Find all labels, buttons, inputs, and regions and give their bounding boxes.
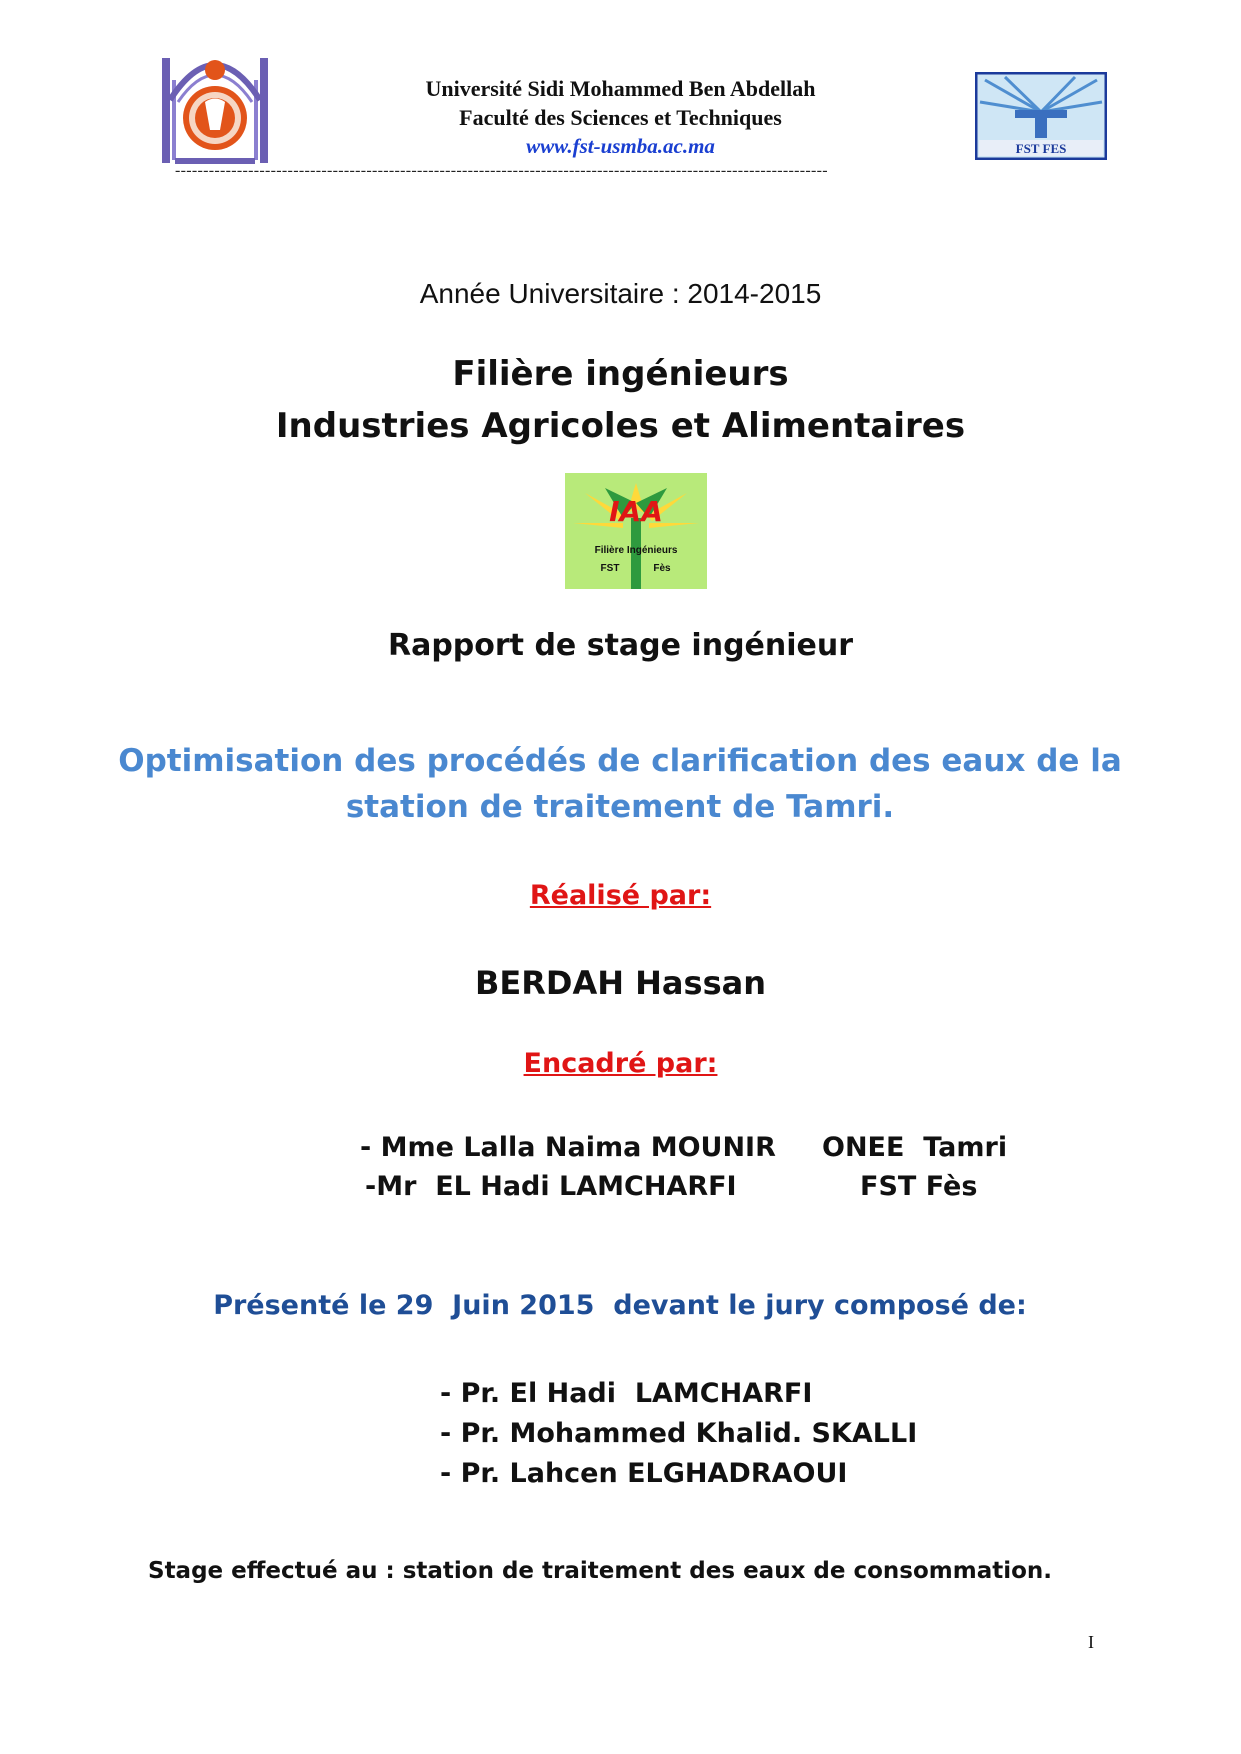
fst-fes-logo: [975, 72, 1107, 160]
fst-fes-logo-text: FST FES: [1015, 141, 1067, 156]
jury-member: - Pr. Lahcen ELGHADRAOUI: [440, 1458, 848, 1489]
author-label: Réalisé par:: [529, 880, 712, 911]
iaa-logo-left: FST: [600, 563, 620, 574]
defense-statement: Présenté le 29 Juin 2015 devant le jury composé de:: [213, 1290, 1027, 1321]
report-type: Rapport de stage ingénieur: [387, 628, 854, 663]
iaa-logo-right: Fès: [653, 563, 671, 574]
jury-member: - Pr. El Hadi LAMCHARFI: [440, 1378, 813, 1409]
report-subject: Optimisation des procédés de clarification des eaux de la station de traitement de Tamri.: [118, 743, 1122, 825]
website-link[interactable]: www.fst-usmba.ac.ma: [526, 134, 715, 158]
academic-year: Année Universitaire : 2014-2015: [419, 278, 822, 309]
header-separator: --------------------------------------------------------------------------------------------------------------------: [175, 162, 828, 179]
author-name: BERDAH Hassan: [475, 964, 766, 1002]
supervisor-organization: ONEE Tamri: [822, 1132, 1008, 1163]
jury-member: - Pr. Mohammed Khalid. SKALLI: [440, 1418, 918, 1449]
supervisor-name: - Mme Lalla Naima MOUNIR: [360, 1132, 776, 1163]
faculty-name: Faculté des Sciences et Techniques: [459, 105, 782, 130]
internship-location: Stage effectué au : station de traitement des eaux de consommation.: [148, 1558, 1053, 1584]
iaa-logo-line: Filière Ingénieurs: [594, 545, 678, 556]
supervisor-name: -Mr EL Hadi LAMCHARFI: [365, 1171, 737, 1202]
iaa-logo: [565, 473, 707, 589]
page-number: I: [1088, 1632, 1094, 1652]
program-title: Filière ingénieurs: [452, 354, 789, 394]
iaa-logo-title: IAA: [609, 495, 663, 528]
supervisor-organization: FST Fès: [860, 1171, 978, 1202]
university-name: Université Sidi Mohammed Ben Abdellah: [425, 76, 816, 101]
program-subtitle: Industries Agricoles et Alimentaires: [275, 406, 966, 446]
supervisors-label: Encadré par:: [523, 1048, 718, 1079]
